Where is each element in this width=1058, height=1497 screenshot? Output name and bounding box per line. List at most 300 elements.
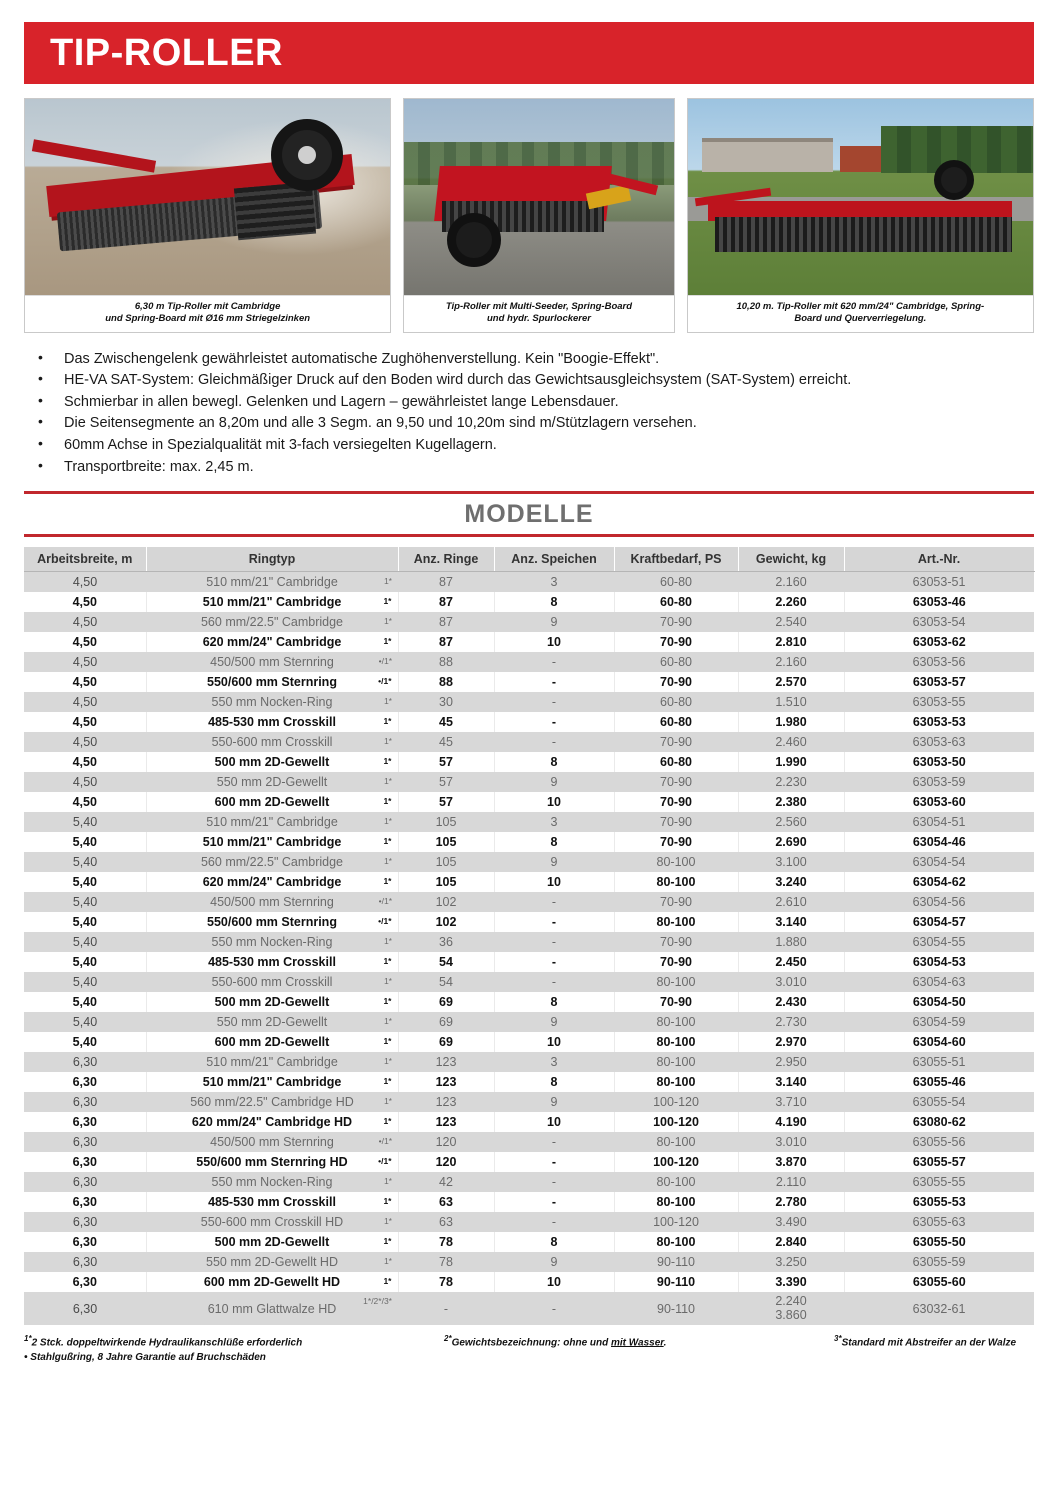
- cell-weight: 2.810: [738, 632, 844, 652]
- cell-num-spokes: 9: [494, 852, 614, 872]
- cell-working-width: 5,40: [24, 992, 146, 1012]
- cell-weight: 2.950: [738, 1052, 844, 1072]
- table-row: [24, 1212, 1034, 1232]
- cell-weight: 2.730: [738, 1012, 844, 1032]
- column-header-art-nr: Art.-Nr.: [844, 547, 1034, 572]
- column-header-weight: Gewicht, kg: [738, 547, 844, 572]
- cell-weight: 2.460: [738, 732, 844, 752]
- table-row: [24, 892, 1034, 912]
- cell-num-rings: -: [398, 1292, 494, 1325]
- cell-num-spokes: -: [494, 1152, 614, 1172]
- cell-working-width: 4,50: [24, 572, 146, 593]
- cell-num-spokes: 8: [494, 992, 614, 1012]
- cell-working-width: 4,50: [24, 612, 146, 632]
- feature-bullet: • Das Zwischengelenk gewährleistet automatische Zughöhenverstellung. Kein "Boogie-Effekt".: [24, 349, 1034, 370]
- cell-working-width: 6,30: [24, 1212, 146, 1232]
- footnote-marker: 1*: [383, 996, 392, 1007]
- footnote-text-underlined: mit Wasser: [611, 1337, 664, 1349]
- cell-art-nr: 63054-63: [844, 972, 1034, 992]
- cell-weight: 2.380: [738, 792, 844, 812]
- cell-ring-type: 500 mm 2D-Gewellt 1*: [146, 992, 398, 1012]
- cell-num-spokes: -: [494, 912, 614, 932]
- footnote-weight: [444, 1333, 834, 1365]
- cell-power: 70-90: [614, 772, 738, 792]
- cell-num-spokes: -: [494, 692, 614, 712]
- cell-weight: 3.100: [738, 852, 844, 872]
- cell-power: 100-120: [614, 1092, 738, 1112]
- cell-num-rings: 88: [398, 652, 494, 672]
- table-row: [24, 752, 1034, 772]
- cell-weight: 2.780: [738, 1192, 844, 1212]
- table-row: [24, 952, 1034, 972]
- cell-weight: 3.140: [738, 1072, 844, 1092]
- cell-num-spokes: 8: [494, 592, 614, 612]
- footnote-marker: 2*: [444, 1334, 452, 1344]
- cell-ring-type: 510 mm/21" Cambridge 1*: [146, 832, 398, 852]
- cell-weight: 3.010: [738, 1132, 844, 1152]
- cell-num-rings: 69: [398, 992, 494, 1012]
- footnote-marker: 1*: [383, 616, 392, 627]
- cell-num-spokes: 8: [494, 832, 614, 852]
- footnote-marker: 1*: [383, 1076, 392, 1087]
- cell-ring-type: 550-600 mm Crosskill 1*: [146, 972, 398, 992]
- cell-working-width: 5,40: [24, 912, 146, 932]
- footnote-marker: 1*: [383, 1236, 392, 1247]
- models-section-header: [24, 491, 1034, 537]
- cell-power: 60-80: [614, 712, 738, 732]
- cell-num-rings: 42: [398, 1172, 494, 1192]
- cell-ring-type: 550/600 mm Sternring HD •/1*: [146, 1152, 398, 1172]
- cell-weight: 2.450: [738, 952, 844, 972]
- cell-power: 70-90: [614, 892, 738, 912]
- cell-ring-type: 550/600 mm Sternring •/1*: [146, 912, 398, 932]
- cell-ring-type: 510 mm/21" Cambridge 1*: [146, 812, 398, 832]
- cell-art-nr: 63054-46: [844, 832, 1034, 852]
- table-row: [24, 972, 1034, 992]
- cell-power: 70-90: [614, 952, 738, 972]
- cell-power: 80-100: [614, 1172, 738, 1192]
- cell-ring-type: 485-530 mm Crosskill 1*: [146, 952, 398, 972]
- footnote-marker: 1*: [383, 576, 392, 587]
- cell-working-width: 4,50: [24, 652, 146, 672]
- footnote-marker: 1*: [383, 1016, 392, 1027]
- cell-weight: 3.710: [738, 1092, 844, 1112]
- cell-num-spokes: 9: [494, 1252, 614, 1272]
- cell-ring-type: 550 mm 2D-Gewellt 1*: [146, 1012, 398, 1032]
- cell-ring-type: 550-600 mm Crosskill 1*: [146, 732, 398, 752]
- cell-ring-type: 610 mm Glattwalze HD 1*/2*/3*: [146, 1292, 398, 1325]
- cell-working-width: 6,30: [24, 1052, 146, 1072]
- table-row: [24, 612, 1034, 632]
- feature-bullet: • 60mm Achse in Spezialqualität mit 3-fach versiegelten Kugellagern.: [24, 435, 1034, 456]
- cell-art-nr: 63054-59: [844, 1012, 1034, 1032]
- cell-working-width: 5,40: [24, 872, 146, 892]
- cell-num-rings: 87: [398, 632, 494, 652]
- cell-art-nr: 63055-56: [844, 1132, 1034, 1152]
- cell-num-rings: 30: [398, 692, 494, 712]
- cell-art-nr: 63053-57: [844, 672, 1034, 692]
- cell-art-nr: 63054-62: [844, 872, 1034, 892]
- footnote-marker: 1*: [383, 1256, 392, 1267]
- cell-ring-type: 550 mm 2D-Gewellt 1*: [146, 772, 398, 792]
- cell-ring-type: 485-530 mm Crosskill 1*: [146, 1192, 398, 1212]
- footnote-marker: 1*: [24, 1334, 32, 1344]
- cell-art-nr: 63054-53: [844, 952, 1034, 972]
- table-row: [24, 732, 1034, 752]
- cell-num-rings: 123: [398, 1112, 494, 1132]
- page-title: TIP-ROLLER: [50, 32, 283, 74]
- footnote-line-2: • Stahlgußring, 8 Jahre Garantie auf Bruchschäden: [24, 1351, 266, 1363]
- cell-working-width: 5,40: [24, 892, 146, 912]
- table-row: [24, 832, 1034, 852]
- column-header-working-width: Arbeitsbreite, m: [24, 547, 146, 572]
- tyre-shape: [447, 213, 501, 267]
- table-row: [24, 1172, 1034, 1192]
- cell-working-width: 5,40: [24, 952, 146, 972]
- table-row: [24, 992, 1034, 1012]
- footnote-marker: •/1*: [378, 656, 392, 667]
- cell-ring-type: 560 mm/22.5" Cambridge 1*: [146, 852, 398, 872]
- cell-num-spokes: 9: [494, 612, 614, 632]
- table-row: [24, 672, 1034, 692]
- table-row: [24, 792, 1034, 812]
- table-header-row: [24, 547, 1034, 572]
- ring-bank-shape: [715, 217, 1012, 252]
- cell-art-nr: 63055-51: [844, 1052, 1034, 1072]
- photo-tip-roller-field: [25, 99, 390, 295]
- cell-weight: 2.260: [738, 592, 844, 612]
- cell-art-nr: 63054-57: [844, 912, 1034, 932]
- cell-art-nr: 63054-56: [844, 892, 1034, 912]
- cell-num-spokes: 3: [494, 572, 614, 593]
- cell-ring-type: 560 mm/22.5" Cambridge HD 1*: [146, 1092, 398, 1112]
- feature-bullet: • Schmierbar in allen bewegl. Gelenken und Lagern – gewährleistet lange Lebensdauer.: [24, 392, 1034, 413]
- table-row: [24, 852, 1034, 872]
- cell-weight: 2.540: [738, 612, 844, 632]
- models-table: [24, 547, 1035, 1325]
- cell-art-nr: 63053-56: [844, 652, 1034, 672]
- cell-num-rings: 105: [398, 832, 494, 852]
- footnote-marker: 1*: [383, 636, 392, 647]
- cell-num-spokes: -: [494, 732, 614, 752]
- table-row: [24, 1072, 1034, 1092]
- photo-tip-roller-1020: [688, 99, 1033, 295]
- cell-working-width: 5,40: [24, 812, 146, 832]
- cell-num-spokes: -: [494, 1172, 614, 1192]
- cell-power: 70-90: [614, 672, 738, 692]
- footnote-marker: 1*: [383, 716, 392, 727]
- cell-working-width: 5,40: [24, 932, 146, 952]
- photo-tip-roller-multiseeder: [404, 99, 673, 295]
- cell-num-rings: 63: [398, 1192, 494, 1212]
- cell-num-spokes: 10: [494, 1112, 614, 1132]
- cell-power: 80-100: [614, 1192, 738, 1212]
- cell-power: 60-80: [614, 592, 738, 612]
- cell-weight: 1.980: [738, 712, 844, 732]
- cell-num-rings: 78: [398, 1272, 494, 1292]
- cell-num-rings: 123: [398, 1092, 494, 1112]
- cell-power: 60-80: [614, 572, 738, 593]
- cell-ring-type: 560 mm/22.5" Cambridge 1*: [146, 612, 398, 632]
- footnote-marker: 1*: [383, 856, 392, 867]
- footnote-marker: 1*: [383, 1196, 392, 1207]
- footnote-text-pre: Gewichtsbezeichnung: ohne und: [451, 1337, 612, 1349]
- cell-ring-type: 550 mm Nocken-Ring 1*: [146, 932, 398, 952]
- cell-weight: 2.160: [738, 652, 844, 672]
- page-title-banner: [24, 22, 1034, 84]
- cell-working-width: 6,30: [24, 1172, 146, 1192]
- cell-num-spokes: 3: [494, 812, 614, 832]
- footnote-marker: 1*: [383, 1216, 392, 1227]
- cell-art-nr: 63055-63: [844, 1212, 1034, 1232]
- photo-caption: [404, 295, 673, 332]
- table-row: [24, 1052, 1034, 1072]
- photo-caption: [688, 295, 1033, 332]
- cell-num-spokes: -: [494, 892, 614, 912]
- cell-num-rings: 105: [398, 872, 494, 892]
- building-shape: [702, 138, 833, 171]
- cell-working-width: 6,30: [24, 1272, 146, 1292]
- cell-num-spokes: -: [494, 952, 614, 972]
- footnote-marker: •/1*: [378, 1156, 392, 1167]
- cell-working-width: 5,40: [24, 1032, 146, 1052]
- cell-ring-type: 620 mm/24" Cambridge 1*: [146, 872, 398, 892]
- cell-num-spokes: 10: [494, 872, 614, 892]
- column-header-power: Kraftbedarf, PS: [614, 547, 738, 572]
- table-row: [24, 1092, 1034, 1112]
- cell-art-nr: 63055-57: [844, 1152, 1034, 1172]
- cell-power: 60-80: [614, 692, 738, 712]
- cell-working-width: 4,50: [24, 772, 146, 792]
- cell-weight: 3.490: [738, 1212, 844, 1232]
- table-row: [24, 1272, 1034, 1292]
- caption-line-1: Tip-Roller mit Multi-Seeder, Spring-Board: [445, 301, 633, 312]
- cell-num-spokes: 9: [494, 1092, 614, 1112]
- table-row: [24, 1032, 1034, 1052]
- footnote-text: 2 Stck. doppeltwirkende Hydraulikanschlüße erforderlich: [31, 1337, 303, 1349]
- footnote-marker: 1*: [383, 976, 392, 987]
- cell-num-rings: 120: [398, 1132, 494, 1152]
- cell-art-nr: 63055-46: [844, 1072, 1034, 1092]
- cell-power: 60-80: [614, 652, 738, 672]
- cell-weight: 3.140: [738, 912, 844, 932]
- cell-weight: 1.510: [738, 692, 844, 712]
- cell-num-rings: 87: [398, 592, 494, 612]
- cell-num-spokes: -: [494, 652, 614, 672]
- cell-num-spokes: 10: [494, 632, 614, 652]
- cell-weight: 2.160: [738, 572, 844, 593]
- footnote-marker: 1*: [383, 836, 392, 847]
- cell-ring-type: 510 mm/21" Cambridge 1*: [146, 1052, 398, 1072]
- cell-num-spokes: -: [494, 932, 614, 952]
- cell-num-rings: 123: [398, 1052, 494, 1072]
- caption-line-2: Board und Querverriegelung.: [794, 313, 927, 325]
- cell-power: 100-120: [614, 1112, 738, 1132]
- cell-num-rings: 78: [398, 1232, 494, 1252]
- cell-power: 100-120: [614, 1152, 738, 1172]
- footnote-marker: 1*: [383, 596, 392, 607]
- footnote-marker: 1*: [383, 1096, 392, 1107]
- cell-num-rings: 45: [398, 712, 494, 732]
- footnote-marker: 1*: [383, 696, 392, 707]
- cell-weight: 1.880: [738, 932, 844, 952]
- footnote-marker: 1*: [383, 756, 392, 767]
- cell-working-width: 6,30: [24, 1252, 146, 1272]
- cell-weight: 2.110: [738, 1172, 844, 1192]
- cell-num-spokes: -: [494, 972, 614, 992]
- caption-line-1: 6,30 m Tip-Roller mit Cambridge: [134, 301, 281, 312]
- table-row: [24, 712, 1034, 732]
- cell-working-width: 4,50: [24, 732, 146, 752]
- cell-weight: 3.010: [738, 972, 844, 992]
- cell-ring-type: 550-600 mm Crosskill HD 1*: [146, 1212, 398, 1232]
- footnote-marker: •/1*: [378, 916, 392, 927]
- cell-num-spokes: 8: [494, 1232, 614, 1252]
- cell-power: 90-110: [614, 1272, 738, 1292]
- cell-working-width: 4,50: [24, 592, 146, 612]
- cell-weight: 4.190: [738, 1112, 844, 1132]
- cell-art-nr: 63055-54: [844, 1092, 1034, 1112]
- feature-bullet-list: [24, 349, 1034, 477]
- cell-num-spokes: 10: [494, 792, 614, 812]
- cell-power: 80-100: [614, 1012, 738, 1032]
- cell-weight: 3.240: [738, 872, 844, 892]
- cell-working-width: 6,30: [24, 1132, 146, 1152]
- cell-working-width: 6,30: [24, 1192, 146, 1212]
- cell-art-nr: 63055-60: [844, 1272, 1034, 1292]
- cell-num-rings: 57: [398, 792, 494, 812]
- table-row: [24, 912, 1034, 932]
- cell-num-rings: 87: [398, 612, 494, 632]
- wheel-shape: [934, 160, 974, 200]
- column-header-ring-type: Ringtyp: [146, 547, 398, 572]
- cell-ring-type: 550/600 mm Sternring •/1*: [146, 672, 398, 692]
- cell-weight: 2.840: [738, 1232, 844, 1252]
- table-row: [24, 1252, 1034, 1272]
- caption-line-2: und hydr. Spurlockerer: [486, 313, 591, 325]
- cell-weight: 3.390: [738, 1272, 844, 1292]
- cell-ring-type: 620 mm/24" Cambridge HD 1*: [146, 1112, 398, 1132]
- drawbar-shape: [32, 139, 156, 172]
- cell-power: 80-100: [614, 912, 738, 932]
- footnote-marker: 1*: [383, 796, 392, 807]
- cell-ring-type: 450/500 mm Sternring •/1*: [146, 1132, 398, 1152]
- footnote-marker: 1*: [383, 1176, 392, 1187]
- footnote-marker: 3*: [834, 1334, 842, 1344]
- cell-num-rings: 102: [398, 892, 494, 912]
- table-row: [24, 572, 1034, 593]
- cell-power: 80-100: [614, 1052, 738, 1072]
- cell-working-width: 4,50: [24, 712, 146, 732]
- table-row: [24, 592, 1034, 612]
- cell-working-width: 4,50: [24, 752, 146, 772]
- caption-line-1: 10,20 m. Tip-Roller mit 620 mm/24" Cambridge, Spring-: [736, 301, 985, 312]
- cell-weight: 2.570: [738, 672, 844, 692]
- cell-weight: 2.230: [738, 772, 844, 792]
- cell-power: 80-100: [614, 872, 738, 892]
- footnote-marker: 1*: [383, 936, 392, 947]
- cell-ring-type: 450/500 mm Sternring •/1*: [146, 892, 398, 912]
- cell-weight: 2.610: [738, 892, 844, 912]
- cell-num-rings: 88: [398, 672, 494, 692]
- footnote-marker: 1*: [383, 1276, 392, 1287]
- footnote-marker: 1*: [383, 816, 392, 827]
- cell-art-nr: 63055-55: [844, 1172, 1034, 1192]
- cell-weight: 2.690: [738, 832, 844, 852]
- cell-power: 70-90: [614, 632, 738, 652]
- table-row: [24, 1292, 1034, 1325]
- cell-num-rings: 54: [398, 972, 494, 992]
- cell-weight: 2.430: [738, 992, 844, 1012]
- cell-weight: 2.240 3.860: [738, 1292, 844, 1325]
- cell-art-nr: 63032-61: [844, 1292, 1034, 1325]
- table-row: [24, 872, 1034, 892]
- cell-num-spokes: -: [494, 1132, 614, 1152]
- cell-ring-type: 510 mm/21" Cambridge 1*: [146, 592, 398, 612]
- cell-power: 80-100: [614, 1072, 738, 1092]
- cell-working-width: 6,30: [24, 1152, 146, 1172]
- cell-working-width: 4,50: [24, 672, 146, 692]
- cell-num-rings: 57: [398, 752, 494, 772]
- cell-num-spokes: -: [494, 672, 614, 692]
- cell-art-nr: 63054-51: [844, 812, 1034, 832]
- cell-power: 70-90: [614, 812, 738, 832]
- footnote-marker: •/1*: [378, 896, 392, 907]
- table-row: [24, 1192, 1034, 1212]
- cell-num-spokes: 9: [494, 1012, 614, 1032]
- cell-art-nr: 63053-46: [844, 592, 1034, 612]
- cell-num-rings: 102: [398, 912, 494, 932]
- cell-power: 80-100: [614, 1232, 738, 1252]
- footnote-marker: 1*: [383, 1056, 392, 1067]
- caption-line-2: und Spring-Board mit Ø16 mm Striegelzinken: [105, 313, 311, 325]
- cell-ring-type: 500 mm 2D-Gewellt 1*: [146, 752, 398, 772]
- cell-num-spokes: -: [494, 712, 614, 732]
- cell-ring-type: 450/500 mm Sternring •/1*: [146, 652, 398, 672]
- feature-bullet: • Die Seitensegmente an 8,20m und alle 3 Segm. an 9,50 und 10,20m sind m/Stützlagern versehen.: [24, 413, 1034, 434]
- cell-num-rings: 87: [398, 572, 494, 593]
- cell-num-spokes: -: [494, 1192, 614, 1212]
- divider-bottom: [24, 534, 1034, 537]
- cell-num-spokes: -: [494, 1212, 614, 1232]
- table-row: [24, 1152, 1034, 1172]
- photo-card-1020: [687, 98, 1034, 333]
- cell-num-spokes: -: [494, 1292, 614, 1325]
- footnote-text-post: .: [663, 1337, 667, 1349]
- cell-num-spokes: 3: [494, 1052, 614, 1072]
- cell-ring-type: 600 mm 2D-Gewellt 1*: [146, 1032, 398, 1052]
- feature-bullet: • Transportbreite: max. 2,45 m.: [24, 457, 1034, 478]
- cell-art-nr: 63053-50: [844, 752, 1034, 772]
- cell-ring-type: 550 mm Nocken-Ring 1*: [146, 692, 398, 712]
- cell-art-nr: 63053-55: [844, 692, 1034, 712]
- cell-power: 80-100: [614, 852, 738, 872]
- photo-card-field: [24, 98, 391, 333]
- cell-working-width: 5,40: [24, 972, 146, 992]
- cell-working-width: 5,40: [24, 832, 146, 852]
- cell-working-width: 4,50: [24, 632, 146, 652]
- cell-ring-type: 485-530 mm Crosskill 1*: [146, 712, 398, 732]
- cell-power: 70-90: [614, 992, 738, 1012]
- photo-gallery: [24, 98, 1034, 333]
- cell-working-width: 5,40: [24, 852, 146, 872]
- cassette-shape: [233, 182, 315, 241]
- cell-ring-type: 600 mm 2D-Gewellt 1*: [146, 792, 398, 812]
- cell-art-nr: 63054-50: [844, 992, 1034, 1012]
- cell-art-nr: 63080-62: [844, 1112, 1034, 1132]
- cell-working-width: 5,40: [24, 1012, 146, 1032]
- table-row: [24, 692, 1034, 712]
